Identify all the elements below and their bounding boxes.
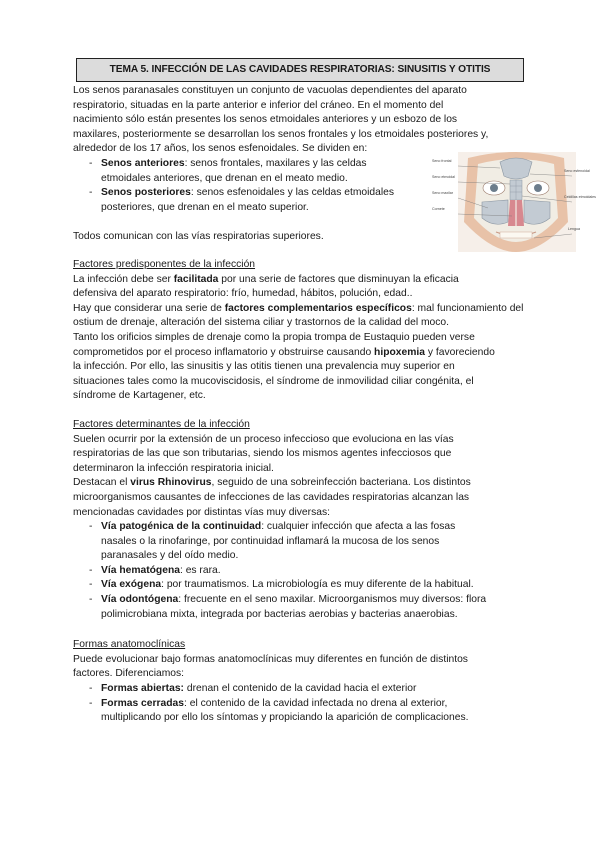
list-item [73,520,553,564]
section-heading: Formas anatomoclínicas [73,639,186,650]
sinus-types-list [73,157,428,215]
text-line: factores. Diferenciamos: [73,668,185,680]
text-fragment: Hay que considerar una serie de [73,302,225,314]
text-fragment: : mal funcionamiento del [411,302,524,314]
left-iris [490,184,498,192]
clinical-forms-list [73,682,553,726]
list-item [73,593,553,622]
text-line [73,476,553,491]
term-bold: Senos posteriores [101,187,191,199]
infection-routes-list [73,520,553,622]
text-fragment: La infección debe ser [73,273,174,285]
list-item [73,157,428,186]
figure-label: Seno esfenoidal [564,169,590,173]
text-line: Suelen ocurrir por la extensión de un proceso infeccioso que evoluciona en las vías [73,433,454,445]
text-line: la infección. Por ello, las sinusitis y las otitis tienen una prevalencia muy superior en [73,361,455,373]
text-line: nacimiento sólo están presentes los senos etmoidales anteriores y un esbozo de los [73,114,458,126]
text-fragment: Destacan el [73,477,131,489]
section-heading: Factores determinantes de la infección [73,419,250,430]
text-fragment: : por traumatismos. La microbiología es muy diferente de la habitual. [161,579,474,591]
text-fragment: : el contenido de la cavidad infectada no drena al exterior, [184,697,448,709]
figure-label: Seno frontal [432,159,452,163]
paranasal-sinus-illustration [430,152,596,252]
term-bold: factores complementarios específicos [224,302,412,314]
figure-label: Seno etmoidal [432,175,455,179]
figure-label: Celdillas etmoidales [564,195,596,199]
term-bold: virus Rhinovirus [130,477,212,489]
text-line: Puede evolucionar bajo formas anatomoclínicas muy diferentes en función de distintos [73,653,468,665]
text-fragment: : cualquier infección que afecta a las fosas [261,521,456,532]
right-maxillary-sinus [524,200,550,224]
list-item [73,564,553,579]
text-fragment: comprometidos por el proceso inflamatorio y obstruirse causando [73,346,375,358]
text-line: multiplicando por ello los síntomas y propiciando la aparición de complicaciones. [101,712,469,724]
text-line: ostium de drenaje, alteración del sistema ciliar y trastornos de la calidad del moco. [73,317,450,329]
frontal-sinus [500,158,532,179]
text-fragment: por una serie de factores que disminuyan la eficacia [218,273,459,285]
text-line: determinaron la infección respiratoria inicial. [73,462,274,474]
text-line: síndrome de Kartagener, etc. [73,390,206,402]
term-bold: Vía odontógena [101,593,179,605]
list-item [73,186,428,215]
term-bold: Vía hematógena [101,564,180,576]
teeth [500,232,532,238]
list-item [73,578,553,593]
text-fragment: y favoreciendo [424,346,495,358]
section-predisponentes [73,258,553,404]
term-bold: facilitada [173,273,219,285]
text-line: posteriores, que drenan en el meato superior. [101,201,309,213]
term-bold: Formas abiertas: [101,683,184,694]
document-title: TEMA 5. INFECCIÓN DE LAS CAVIDADES RESPIRATORIAS: SINUSITIS Y OTITIS [76,58,524,82]
text-line [73,302,553,317]
text-fragment: , seguido de una sobreinfección bacteriana. Los distintos [211,477,471,489]
text-line: polimicrobiana mixta, integrada por bacterias aerobias y bacterias anaerobias. [101,608,458,620]
text-fragment: : frecuente en el seno maxilar. Microorganismos muy diversos: flora [178,593,487,605]
term-bold: Vía exógena [101,579,162,591]
figure-label: Cornete [432,207,445,211]
text-line: etmoidales anteriores, que drenan en el meato medio. [101,172,348,184]
text-line: alrededor de los 17 años, los senos esfenoidales. Se dividen en: [73,143,368,155]
text-line: Los senos paranasales constituyen un conjunto de vacuolas dependientes del aparato [73,85,467,96]
right-iris [534,184,542,192]
intro-paragraph [73,84,528,157]
text-line: maxilares, posteriormente se desarrollan los senos frontales y los etmoidales posteriores y, [73,128,489,140]
list-item [73,682,553,697]
term-bold: hipoxemia [374,346,425,358]
left-maxillary-sinus [482,200,508,224]
section-formas [73,638,553,682]
text-fragment: : senos esfenoidales y las celdas etmoidales [190,187,395,199]
intro-closing: Todos comunican con las vías respiratorias superiores. [73,231,324,242]
section-heading: Factores predisponentes de la infección [73,259,256,270]
figure-label: Lengua [568,227,580,231]
text-line [73,346,553,361]
text-line: paranasales y del oído medio. [101,550,239,562]
figure-label: Seno maxilar [432,191,453,195]
text-line: respiratorias de las que son tributarias, siendo los mismos agentes infecciosos que [73,448,452,460]
text-line [73,273,553,288]
text-line: microorganismos causantes de infecciones de las cavidades respiratorias alcanzan las [73,491,470,503]
text-fragment: : senos frontales, maxilares y las celdas [184,158,367,169]
list-item [73,697,553,726]
text-line: respiratorio, situadas en la parte anterior e inferior del cráneo. En el momento del [73,99,444,111]
text-line: defensiva del aparato respiratorio: frío, humedad, hábitos, polución, edad.. [73,288,413,300]
text-line: situaciones tales como la mucoviscidosis, el síndrome de inmovilidad ciliar congénita, el [73,375,474,387]
text-fragment: : es rara. [179,564,221,576]
term-bold: Vía patogénica de la continuidad [101,521,262,532]
term-bold: Formas cerradas [101,697,184,709]
text-fragment: drenan el contenido de la cavidad hacia el exterior [183,683,417,694]
section-determinantes [73,418,553,520]
term-bold: Senos anteriores [101,158,185,169]
text-line: mencionadas cavidades por distintas vías muy diversas: [73,506,330,518]
text-line: nasales o la rinofaringe, por continuidad inflamará la mucosa de los senos [101,535,440,547]
text-line: Tanto los orificios simples de drenaje como la propia trompa de Eustaquio pueden verse [73,331,475,343]
